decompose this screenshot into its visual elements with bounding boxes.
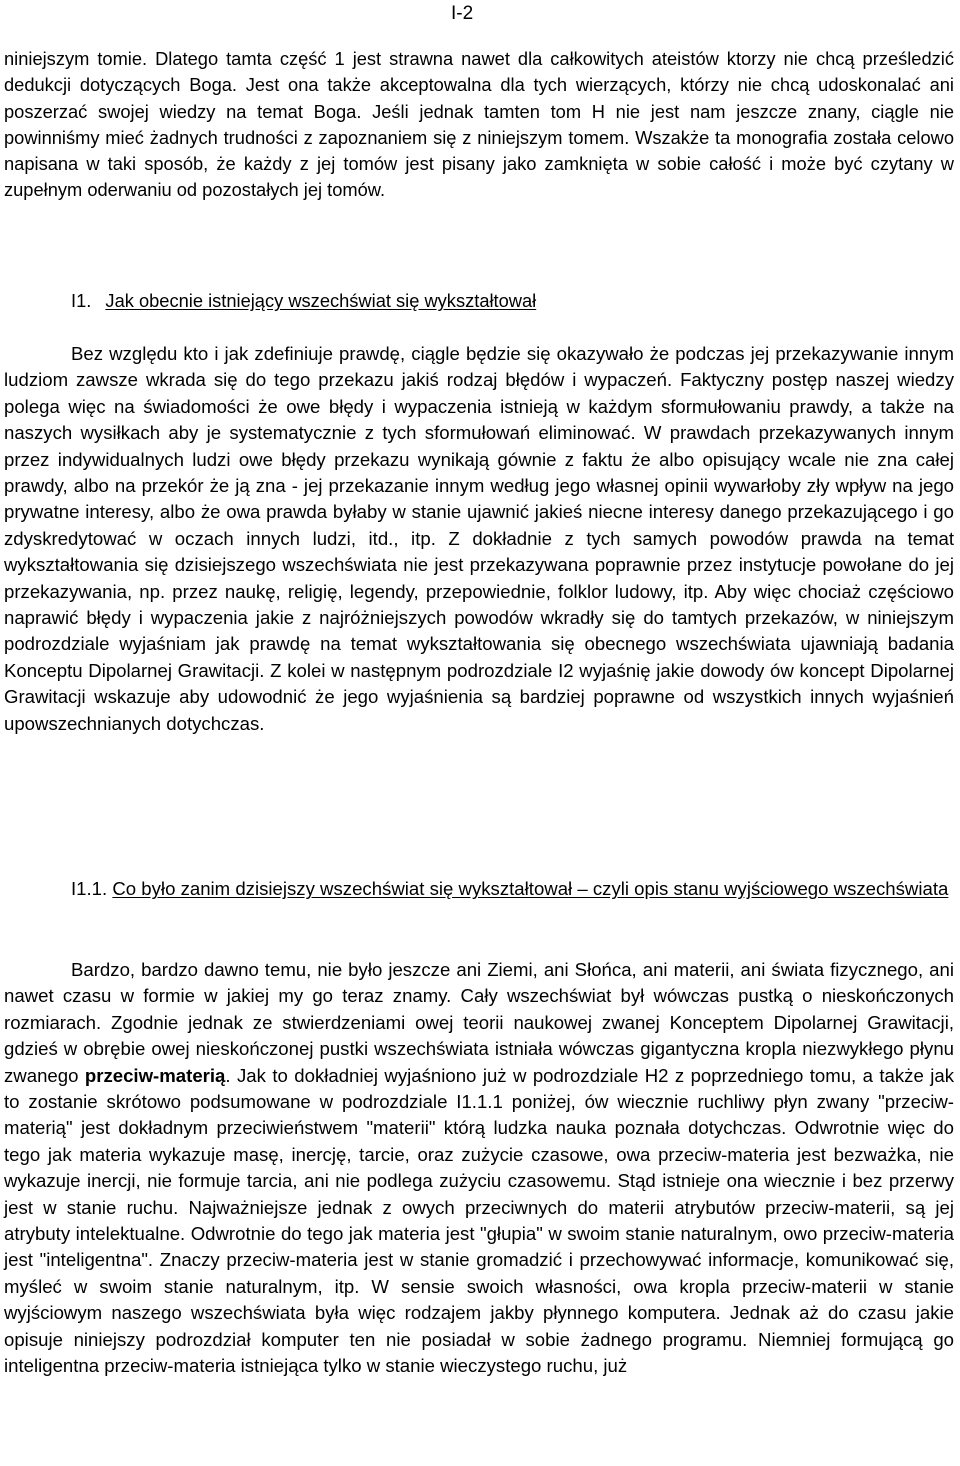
- section-number: I1.: [71, 290, 92, 311]
- section-i1-body: Bez względu kto i jak zdefiniuje prawdę, ciągle będzie się okazywało że podczas jej przekazywanie innym ludziom zawsze wkrada się do tego przekazu jakiś rodzaj błędów i wypaczeń. Faktyczny postęp naszej wiedzy polega więc na świadomości że owe błędy i wypaczenia istnieją w każdym sformułowaniu prawdy, a także na naszych wysiłkach aby je systematycznie z tych sformułowań eliminować. W prawdach przekazywanych innym przez indywidualnych ludzi owe błędy przekazu wynikają gównie z faktu że albo opisujący wcale nie zna całej prawdy, albo na przekór że ją zna - jej przekazanie innym według jego własnej opinii wywarłoby zły wpływ na jego prywatne interesy, albo że owa prawda byłaby w stanie ujawnić jakieś niecne interesy danego przekazującego i go zdyskredytować w oczach innych ludzi, itd., itp. Z dokładnie z tych samych powodów prawda na temat wykształtowania się dzisiejszego wszechświata nie jest przekazywana poprawnie przez instytucje powołane do jej przekazywania, np. przez naukę, religię, legendy, przepowiednie, folklor ludowy, itp. Aby więc chociaż częściowo naprawić błędy i wypaczenia jakie z najróżniejszych powodów wkradły się do tamtych przekazów, w niniejszym podrozdziale wyjaśniam jak prawdę na temat wykształtowania się obecnego wszechświata ujawniają badania Konceptu Dipolarnej Grawitacji. Z kolei w następnym podrozdziale I2 wyjaśnię jakie dowody ów koncept Dipolarnej Grawitacji wskazuje aby udowodnić że jego wyjaśnienia są bardziej poprawne od wszystkich innych wyjaśnień upowszechnianych dotychczas.: [4, 343, 954, 734]
- section-title: Jak obecnie istniejący wszechświat się wykształtował: [105, 290, 537, 311]
- section-i1-1-body-part2: . Jak to dokładniej wyjaśniono już w podrozdziale H2 z poprzedniego tomu, a także jak to zostanie skrótowo podsumowane w podrozdziale I1.1.1 poniżej, ów wiecznie ruchliwy płyn zwany "przeciw-materią" jest dokładnym przeciwieństwem "materii" którą ludzka nauka poznała dotychczas. Odwrotnie więc do tego jak materia wykazuje masę, inercję, tarcie, oraz zużycie czasowe, owa przeciw-materia jest bezważka, nie wykazuje inercji, nie formuje tarcia, ani nie podlega zużyciu czasowemu. Stąd istnieje ona wiecznie i bez przerwy jest w stanie ruchu. Najważniejsze jednak z owych przeciwnych do materii atrybutów przeciw-materii, są jej atrybuty intelektualne. Odwrotnie do tego jak materia jest "głupia" w swoim stanie naturalnym, owo przeciw-materia jest "inteligentna". Znaczy przeciw-materia jest w stanie gromadzić i przechowywać informacje, komunikować się, myśleć w swoim stanie naturalnym, itp. W sensie swoich własności, owa kropla przeciw-materii w stanie wyjściowym naszego wszechświata była więc rodzajem jakby płynnego komputera. Jednak aż do czasu jakie opisuje niniejszy podrozdział komputer ten nie posiadał w sobie żadnego programu. Niemniej formującą go inteligentna przeciw-materia istniejąca tylko w stanie wieczystego ruchu, już: [4, 1064, 954, 1377]
- section-i1-1-body-part1: Bardzo, bardzo dawno temu, nie było jeszcze ani Ziemi, ani Słońca, ani materii, ani świata fizycznego, ani nawet czasu w formie w jakiej my go teraz znamy. Cały wszechświat był wówczas pustką o nieskończonych rozmiarach. Zgodnie jednak ze stwierdzeniami owej teorii naukowej zwanej Konceptem Dipolarnej Grawitacji, gdzieś w obrębie owej nieskończonej pustki wszechświata istniała wówczas gigantyczna kropla niezwykłego płynu zwanego: [4, 959, 954, 1086]
- section-i1-paragraph: [4, 341, 954, 737]
- section-heading-i1: [71, 288, 536, 314]
- section-i1-1-paragraph: [4, 957, 954, 1380]
- bold-term: przeciw-materią: [84, 1064, 226, 1086]
- subsection-title: Co było zanim dzisiejszy wszechświat się wykształtował – czyli opis stanu wyjściowego wszechświata: [112, 878, 949, 899]
- subsection-number: I1.1.: [71, 878, 108, 899]
- intro-paragraph: niniejszym tomie. Dlatego tamta część 1 jest strawna nawet dla całkowitych ateistów ktorzy nie chcą prześledzić dedukcji dotyczących Boga. Jest ona także akceptowalna dla tych wierzących, którzy nie chcą udoskonalać ani poszerzać swojej wiedzy na temat Boga. Jeśli jednak tamten tom H nie jest nam jeszcze znany, ciągle nie powinniśmy mieć żadnych trudności z zapoznaniem się z niniejszym tomem. Wszakże ta monografia została celowo napisana w taki sposób, że każdy z jej tomów jest pisany jako zamknięta w sobie całość i może być czytany w zupełnym oderwaniu od pozostałych jej tomów.: [4, 48, 954, 201]
- section-heading-i1-1: [4, 876, 954, 902]
- page-number: I-2: [451, 3, 474, 24]
